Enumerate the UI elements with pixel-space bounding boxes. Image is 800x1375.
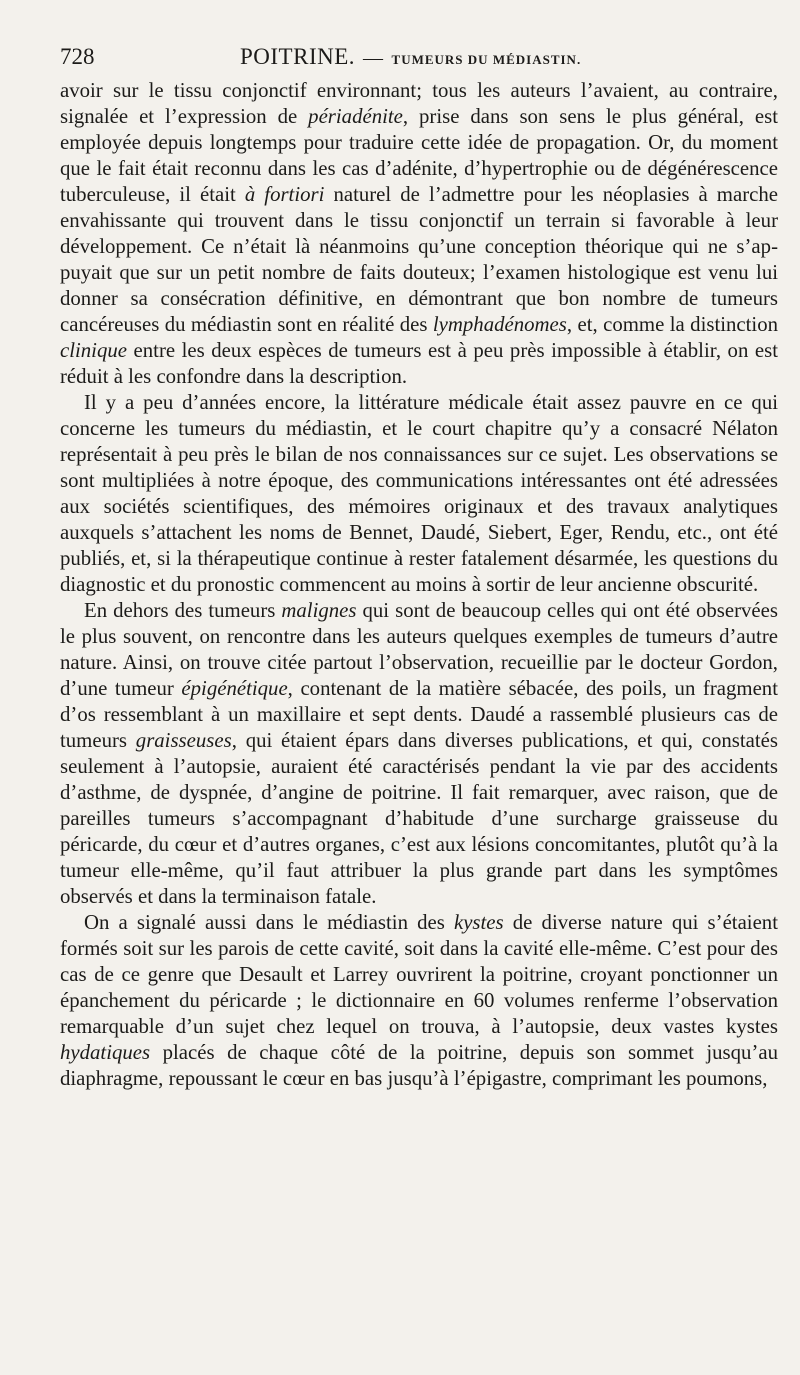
text-run: de diverse nature qui s’étaient formés soit sur les parois de cette cavité, soit dans la cavité elle-même. C’est pour des cas de ce genre que Desault et Larrey ouvrirent la poitrine, croyant ponctionner un épanchement du péricarde ; le dictionnaire en 60 volumes renferme l’observation remarquable d’un sujet chez lequel on trouva, à l’autopsie, deux vastes kystes <box>60 911 778 1038</box>
body-text <box>60 78 778 1092</box>
page-number: 728 <box>60 44 95 69</box>
text-run: placés de chaque côté de la poitrine, depuis son sommet jusqu’au diaphragme, repoussant le cœur en bas jusqu’à l’épigastre, comprimant les poumons, <box>60 1041 778 1090</box>
italic-term: malignes <box>281 599 357 622</box>
paragraph <box>60 390 778 598</box>
italic-term: hydatiques <box>60 1041 151 1064</box>
text-run: On a signalé aussi dans le médiastin des <box>84 911 454 934</box>
section-title: POITRINE. <box>240 44 356 69</box>
text-run: naturel de l’admettre pour les néoplasies à marche envahissante qui trouvent dans le tissu conjonctif un terrain si favorable à leur développement. Ce n’était là néanmoins qu’une conception théorique qui ne s’appuyait que sur un petit nombre de faits douteux; l’examen histologique est venu lui donner sa consécration définitive, en démontrant que bon nombre de tumeurs cancéreuses du médiastin sont en réalité des <box>60 183 778 336</box>
text-run: , contenant de la matière sébacée, des poils, un fragment d’os ressemblant à un maxillaire et sept dents. Daudé a rassemblé plusieurs cas de tumeurs <box>60 677 778 752</box>
text-run: qui sont de beaucoup celles qui ont été observées le plus souvent, on rencontre dans les auteurs quelques exemples de tumeurs d’autre nature. Ainsi, on trouve citée partout l’observation, recueillie par le docteur Gordon, d’une tumeur <box>60 599 778 700</box>
running-head <box>60 44 778 78</box>
italic-term: lymphadénomes <box>432 313 567 336</box>
text-run: , qui étaient épars dans diverses publications, et qui, constatés seulement à l’autopsie, auraient été caractérisés pendant la vie par des accidents d’asthme, de dyspnée, d’angine de poitrine. Il fait remarquer, avec raison, que de pareilles tumeurs s’accompagnant d’habitude d’une surcharge graisseuse du péricarde, du cœur et d’autres organes, c’est aux lésions concomitantes, plutôt qu’à la tumeur elle-même, qu’il faut attribuer la plus grande part dans les symptômes observés et dans la terminaison fatale. <box>60 729 779 908</box>
text-run: En dehors des tumeurs <box>84 599 282 622</box>
running-title <box>240 44 581 70</box>
paragraph <box>60 910 778 1092</box>
text-run: entre les deux espèces de tumeurs est à peu près impossible à établir, on est réduit à les confondre dans la description. <box>60 339 778 388</box>
italic-term: épigénétique <box>181 677 288 700</box>
text-run: , et, comme la distinction <box>566 313 778 336</box>
italic-term: périadénite <box>308 105 403 128</box>
text-run: Il y a peu d’années encore, la littérature médicale était assez pauvre en ce qui concerne les tumeurs du médiastin, et le court chapitre qu’y a consacré Nélaton représentait à peu près le bilan de nos connaissances sur ce sujet. Les observations se sont multipliées à notre époque, des communications intéressantes ont été adressées aux sociétés scientifiques, des mémoires originaux et des travaux analytiques auxquels s’attachent les noms de Bennet, Daudé, Siebert, Eger, Rendu, etc., ont été publiés, et, si la thérapeutique continue à rester fatalement désarmée, les questions du diagnostic et du pronostic commencent au moins à sortir de leur ancienne obscurité. <box>60 391 778 596</box>
paragraph <box>60 78 778 390</box>
italic-term: à fortiori <box>244 183 325 206</box>
italic-term: graisseuses <box>135 729 232 752</box>
title-separator: — <box>363 47 384 69</box>
section-subtitle: TUMEURS DU MÉDIASTIN. <box>391 52 582 67</box>
italic-term: clinique <box>60 339 127 362</box>
italic-term: kystes <box>453 911 504 934</box>
text-run: , prise dans son sens le plus général, est employée depuis longtemps pour traduire cette idée de propagation. Or, du moment que le fait était reconnu dans les cas d’adénite, d’hypertrophie ou de dégénérescence tuberculeuse, il était <box>60 105 778 206</box>
text-run: avoir sur le tissu conjonctif environnant; tous les auteurs l’avaient, au contraire, signalée et l’expression de <box>60 79 778 128</box>
paragraph <box>60 598 778 910</box>
